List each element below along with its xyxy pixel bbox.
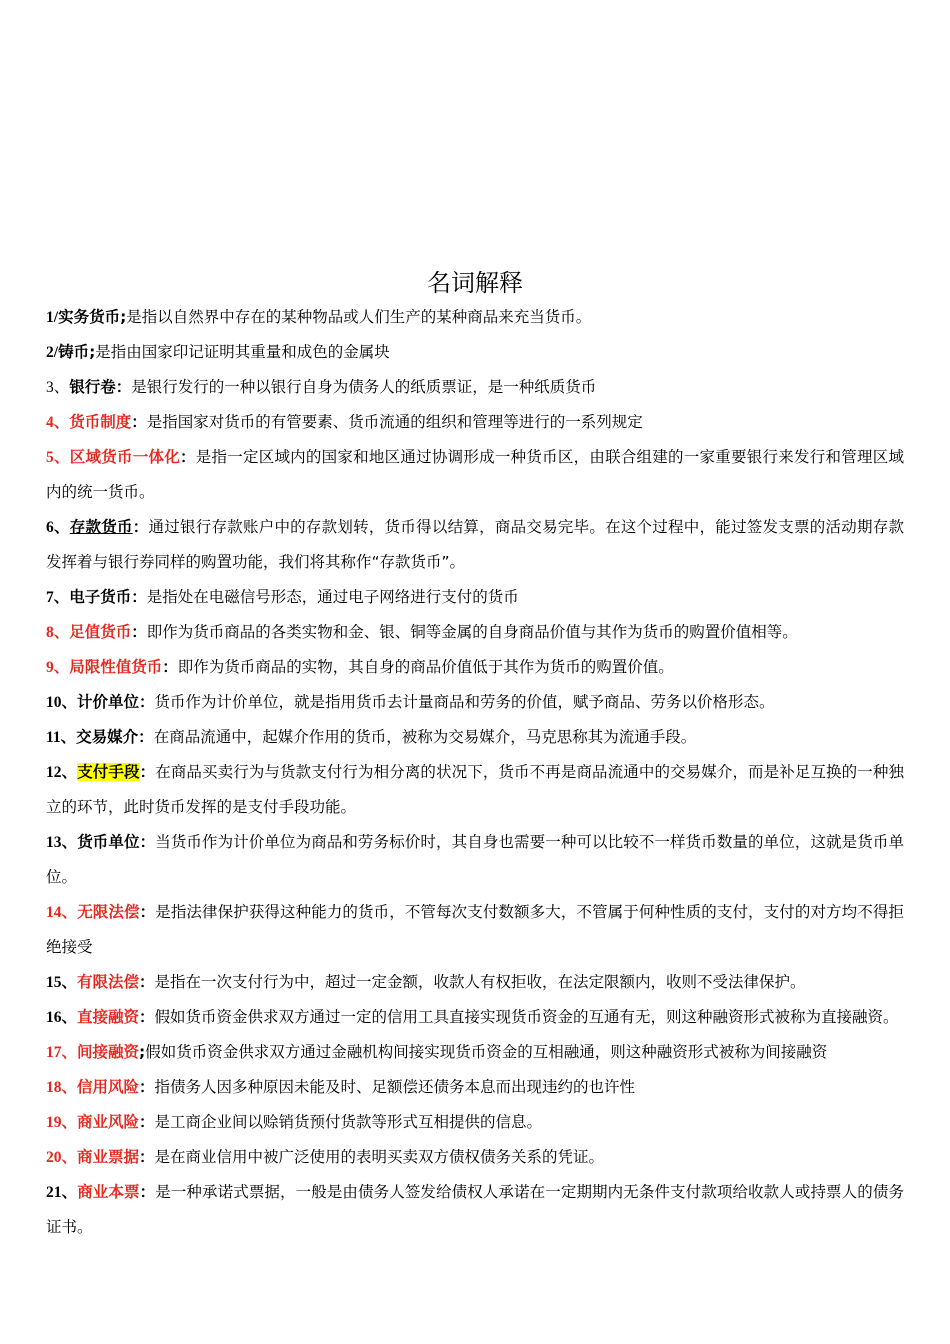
entry-definition: 指债务人因多种原因未能及时、足额偿还债务本息而出现违约的也许性	[154, 1078, 636, 1096]
entry-separator: ：	[131, 588, 147, 606]
entry-definition: 通过银行存款账户中的存款划转，货币得以结算，商品交易完毕。在这个过程中，能过签发支票的活动期存款发挥着与银行券同样的购置功能，我们将其称作“存款货币”。	[46, 518, 904, 571]
entry-term: 货币制度	[69, 413, 132, 431]
entry-term: 支付手段	[77, 763, 140, 781]
entry-term: 信用风险	[77, 1078, 140, 1096]
entry-separator: ：	[139, 1148, 155, 1166]
entry-definition: 即作为货币商品的实物，其自身的商品价值低于其作为货币的购置价值。	[177, 658, 674, 676]
entry-definition: 是指在一次支付行为中，超过一定金额，收款人有权拒收，在法定限额内，收则不受法律保护。	[154, 973, 806, 991]
glossary-entry-18	[46, 1070, 904, 1105]
glossary-entry-10	[46, 685, 904, 720]
glossary-entry-5	[46, 440, 904, 510]
entry-number: 21、	[46, 1184, 78, 1201]
entry-separator: ：	[139, 973, 155, 991]
glossary-entry-15	[46, 965, 904, 1000]
entry-definition: 是指处在电磁信号形态，通过电子网络进行支付的货币	[146, 588, 519, 606]
glossary-entry-8	[46, 615, 904, 650]
entry-term: 计价单位	[77, 693, 140, 711]
glossary-entry-2	[46, 335, 904, 370]
entry-term: 存款货币	[69, 518, 133, 536]
entry-separator: ：	[139, 1008, 155, 1026]
entry-number: 2/	[46, 344, 59, 361]
entry-term: 铸币	[58, 343, 90, 361]
entry-definition: 是指由国家印记证明其重量和成色的金属块	[95, 343, 390, 361]
glossary-entry-19	[46, 1105, 904, 1140]
glossary-entry-7	[46, 580, 904, 615]
entry-definition: 货币作为计价单位，就是指用货币去计量商品和劳务的价值，赋予商品、劳务以价格形态。	[154, 693, 775, 711]
entry-separator: ;	[120, 308, 127, 326]
entry-definition: 是工商企业间以赊销货预付货款等形式互相提供的信息。	[154, 1113, 543, 1131]
entry-term: 局限性值货币	[69, 658, 163, 676]
entry-number: 10、	[46, 694, 78, 711]
entry-separator: ：	[139, 1113, 155, 1131]
entry-definition: 假如货币资金供求双方通过金融机构间接实现货币资金的互相融通，则这种融资形式被称为间接融资	[145, 1043, 828, 1061]
entry-number: 7、	[46, 589, 70, 606]
glossary-entry-14	[46, 895, 904, 965]
entry-term: 货币单位	[77, 833, 140, 851]
entry-separator: ：	[115, 378, 132, 396]
entry-definition: 是在商业信用中被广泛使用的表明买卖双方债权债务关系的凭证。	[154, 1148, 605, 1166]
entry-definition: 在商品流通中，起媒介作用的货币，被称为交易媒介，马克思称其为流通手段。	[153, 728, 697, 746]
entry-term: 商业风险	[77, 1113, 140, 1131]
entry-number: 6、	[46, 519, 70, 536]
entry-term: 间接融资	[77, 1043, 140, 1061]
entry-definition: 是指法律保护获得这种能力的货币，不管每次支付数额多大，不管属于何种性质的支付，支付的对方均不得拒绝接受	[46, 903, 904, 956]
entry-definition: 是指一定区域内的国家和地区通过协调形成一种货币区，由联合组建的一家重要银行来发行和管理区域内的统一货币。	[46, 448, 904, 501]
entry-term: 有限法偿	[77, 973, 140, 991]
entry-term: 直接融资	[77, 1008, 140, 1026]
entry-definition: 是指以自然界中存在的某种物品或人们生产的某种商品来充当货币。	[126, 308, 592, 326]
entry-definition: 是指国家对货币的有管要素、货币流通的组织和管理等进行的一系列规定	[146, 413, 643, 431]
glossary-entry-4	[46, 405, 904, 440]
glossary-entry-9	[46, 650, 904, 685]
entry-separator: ：	[131, 413, 147, 431]
entry-term: 实务货币	[58, 308, 121, 326]
glossary-entry-20	[46, 1140, 904, 1175]
entry-separator: ;	[139, 1043, 146, 1061]
glossary-entry-12	[46, 755, 904, 825]
entry-definition: 假如货币资金供求双方通过一定的信用工具直接实现货币资金的互通有无，则这种融资形式被称为直接融资。	[154, 1008, 899, 1026]
entry-number: 5、	[46, 449, 70, 466]
entry-number: 18、	[46, 1079, 78, 1096]
entry-term: 商业本票	[77, 1183, 140, 1201]
entry-term: 银行卷	[69, 378, 116, 396]
entry-number: 4、	[46, 414, 70, 431]
entry-number: 16、	[46, 1009, 78, 1026]
entry-term: 区域货币一体化	[69, 448, 180, 466]
entry-term: 足值货币	[69, 623, 132, 641]
entry-separator: ：	[132, 518, 149, 536]
glossary-entry-1	[46, 300, 904, 335]
entry-definition: 当货币作为计价单位为商品和劳务标价时，其自身也需要一种可以比较不一样货币数量的单位，这就是货币单位。	[46, 833, 904, 886]
entry-number: 14、	[46, 904, 78, 921]
entry-number: 20、	[46, 1149, 78, 1166]
entry-definition: 即作为货币商品的各类实物和金、银、铜等金属的自身商品价值与其作为货币的购置价值相等。	[146, 623, 798, 641]
entry-separator: ：	[139, 1078, 155, 1096]
entry-separator: ：	[139, 833, 156, 851]
entry-term: 交易媒介	[76, 728, 139, 746]
entry-separator: ：	[139, 903, 156, 921]
entry-number: 19、	[46, 1114, 78, 1131]
entry-separator: ：	[162, 658, 178, 676]
entry-separator: ：	[139, 693, 155, 711]
entry-number: 17、	[46, 1044, 78, 1061]
entry-term: 商业票据	[77, 1148, 140, 1166]
glossary-entry-3	[46, 370, 904, 405]
entry-separator: ：	[138, 728, 154, 746]
entry-term: 电子货币	[69, 588, 132, 606]
entry-number: 8、	[46, 624, 70, 641]
entry-term: 无限法偿	[77, 903, 140, 921]
entry-number: 15、	[46, 974, 78, 991]
entry-definition: 是一种承诺式票据，一般是由债务人签发给债权人承诺在一定期期内无条件支付款项给收款人或持票人的债务证书。	[46, 1183, 904, 1236]
glossary-entry-21	[46, 1175, 904, 1245]
glossary-list	[46, 300, 904, 1245]
entry-number: 13、	[46, 834, 78, 851]
page-title: 名词解释	[427, 269, 523, 298]
entry-number: 9、	[46, 659, 70, 676]
glossary-entry-13	[46, 825, 904, 895]
entry-number: 1/	[46, 309, 59, 326]
entry-separator: ：	[179, 448, 196, 466]
entry-number: 11、	[46, 729, 77, 746]
entry-separator: ：	[139, 1183, 156, 1201]
entry-definition: 在商品买卖行为与货款支付行为相分离的状况下，货币不再是商品流通中的交易媒介，而是补足互换的一种独立的环节，此时货币发挥的是支付手段功能。	[46, 763, 904, 816]
entry-separator: ：	[139, 763, 156, 781]
entry-number: 12、	[46, 764, 78, 781]
glossary-entry-16	[46, 1000, 904, 1035]
glossary-entry-6	[46, 510, 904, 580]
glossary-entry-17	[46, 1035, 904, 1070]
glossary-entry-11	[46, 720, 904, 755]
entry-separator: ;	[89, 343, 96, 361]
entry-number: 3、	[46, 379, 70, 396]
entry-definition: 是银行发行的一种以银行自身为债务人的纸质票证，是一种纸质货币	[131, 378, 597, 396]
entry-separator: ：	[131, 623, 147, 641]
